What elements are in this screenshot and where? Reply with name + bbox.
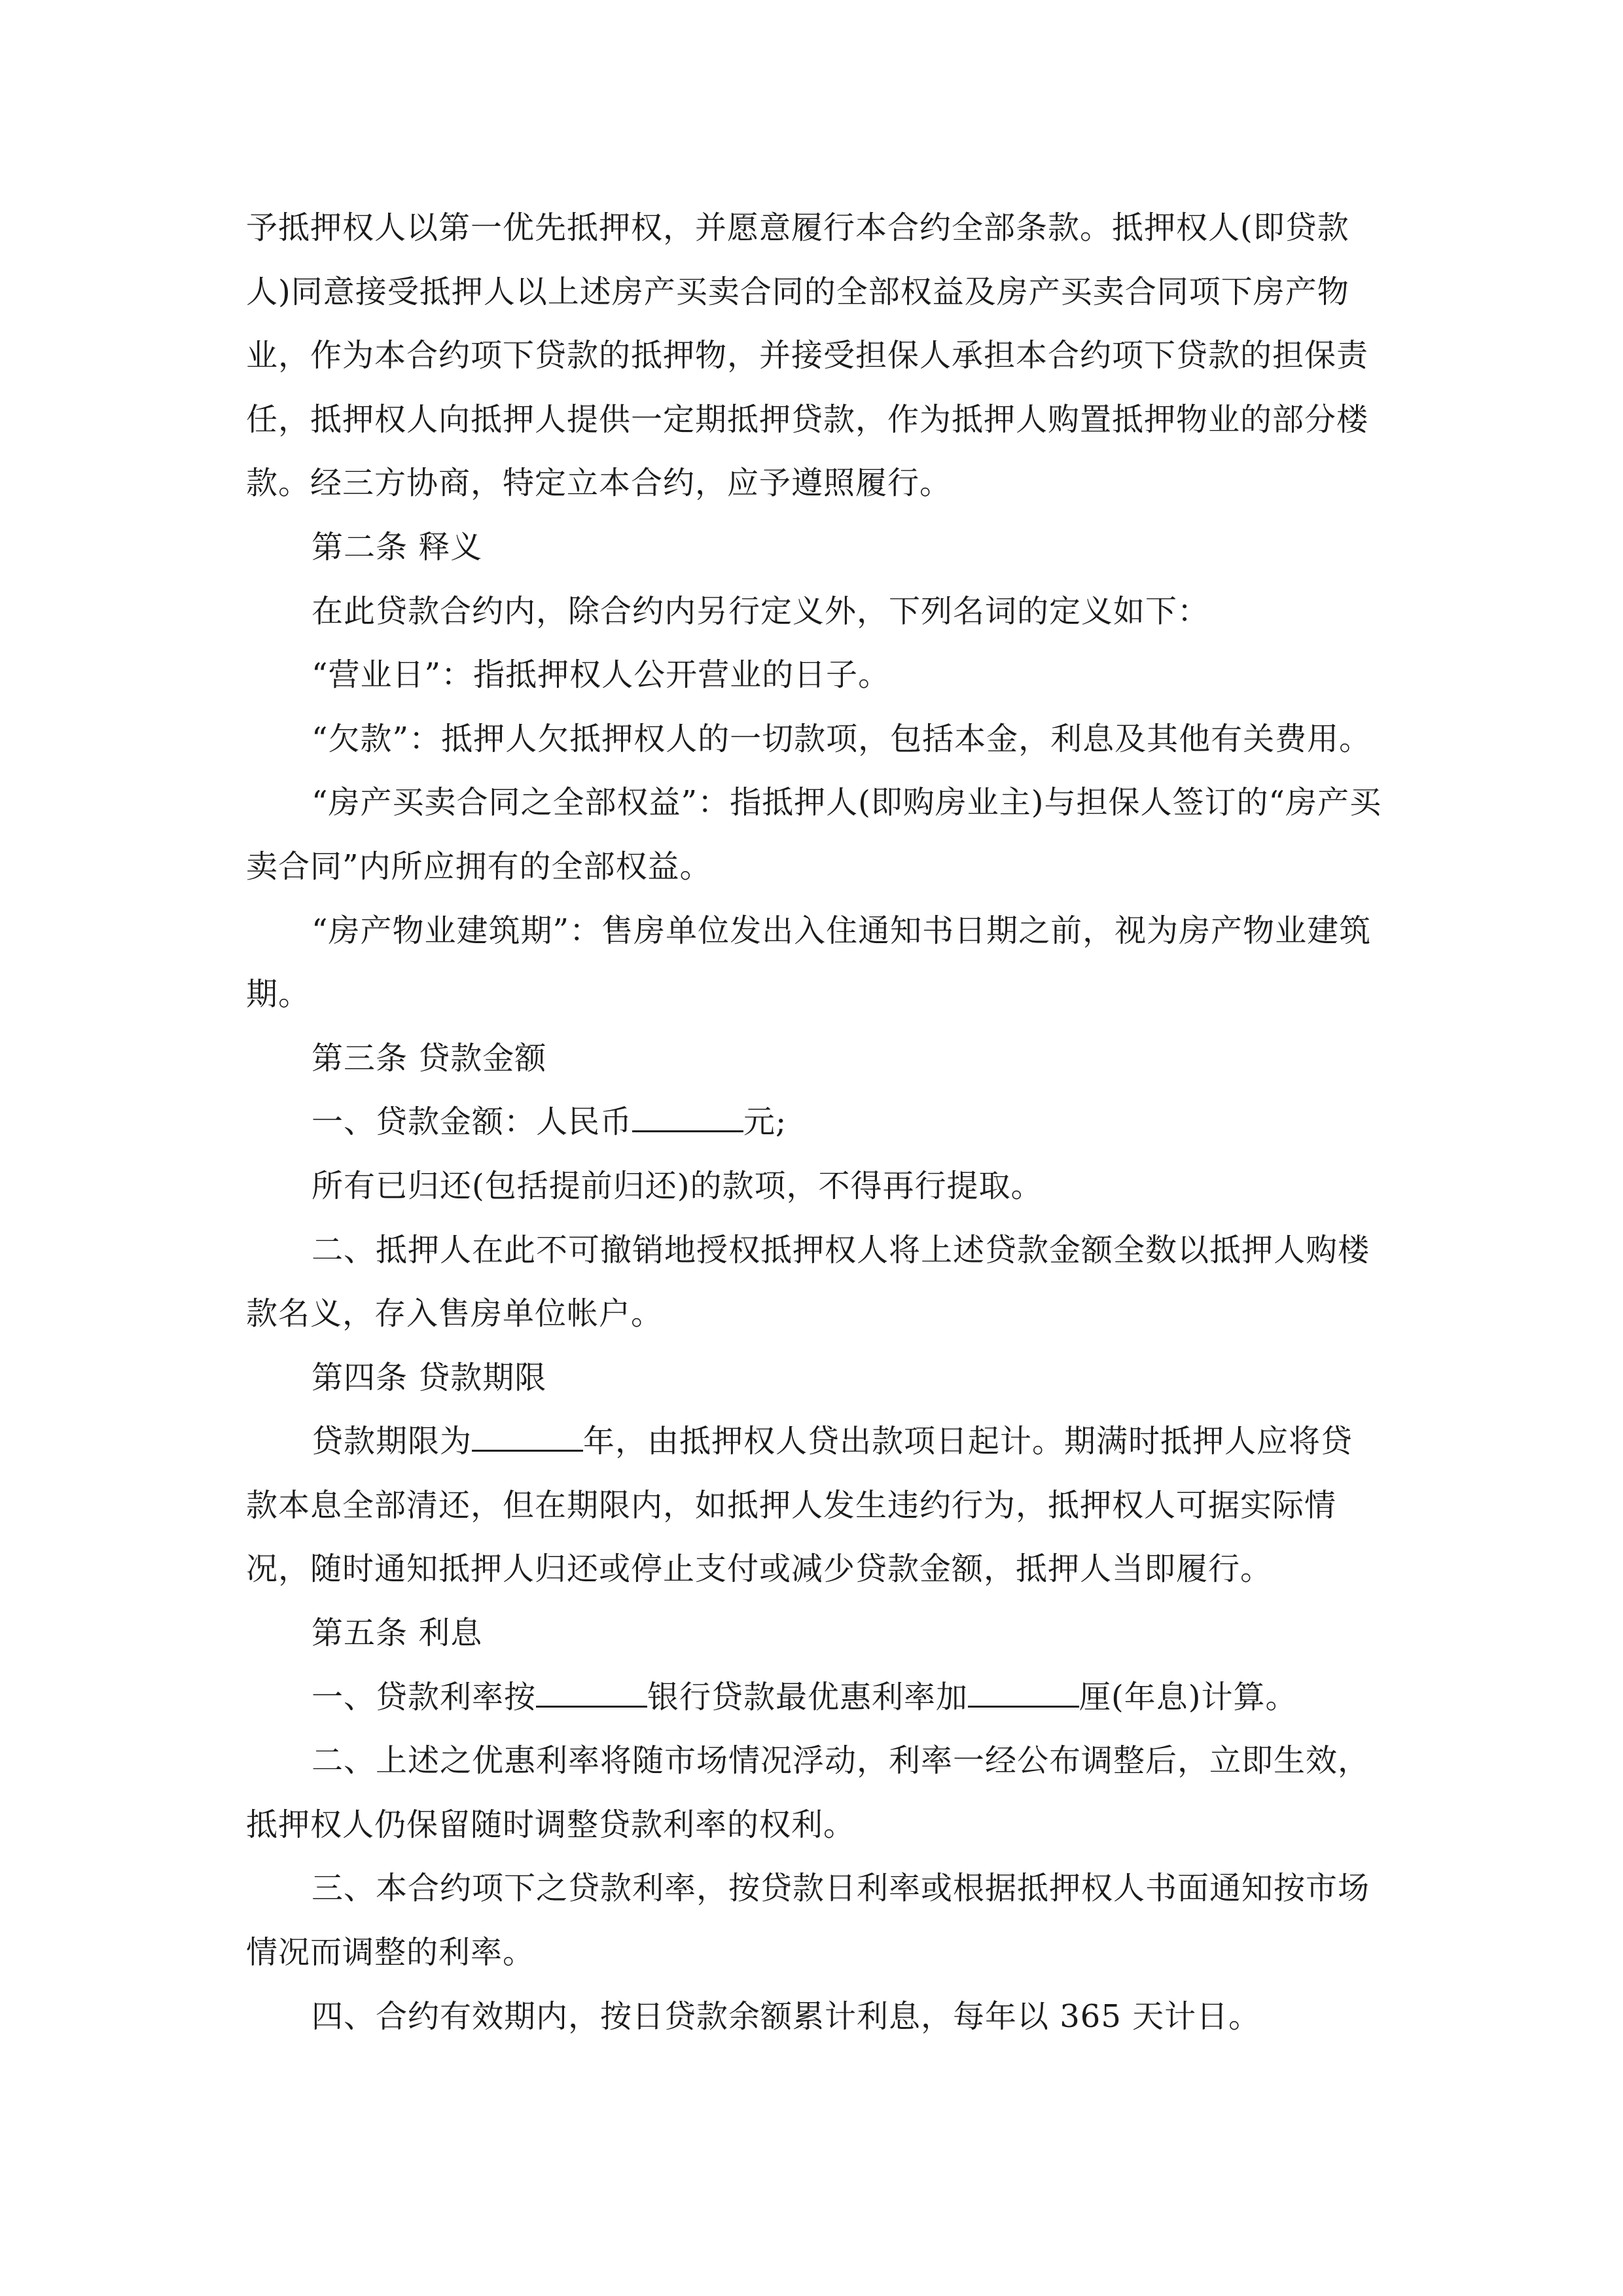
article-5-heading: 第五条 利息 [312, 1615, 483, 1652]
bank-name-blank [536, 1674, 647, 1708]
rate-basis-clause: 三、本合约项下之贷款利率，按贷款日利率或根据抵押权人书面通知按市场情况而调整的利率。 [246, 1870, 1370, 1971]
article-4-heading: 第四条 贷款期限 [312, 1359, 547, 1396]
article-3-heading: 第三条 贷款金额 [312, 1039, 547, 1077]
interest-rate-part-a: 一、贷款利率按 [312, 1678, 537, 1715]
interest-calculation-clause: 四、合约有效期内，按日贷款余额累计利息，每年以 365 天计日。 [312, 1998, 1261, 2035]
repayment-note: 所有已归还(包括提前归还)的款项，不得再行提取。 [312, 1167, 1043, 1204]
rate-margin-blank [968, 1674, 1079, 1708]
loan-term-suffix: 年，由抵押权人贷出款项日起计。期满时抵押人应将贷款本息全部清还，但在期限内，如抵押人发生违约行为，抵押权人可据实际情况，随时通知抵押人归还或停止支付或减少贷款金额，抵押人当即履行。 [246, 1423, 1353, 1588]
loan-term-blank [472, 1418, 583, 1452]
definition-contract-rights: “房产买卖合同之全部权益”：指抵押人(即购房业主)与担保人签订的“房产买卖合同”内所应拥有的全部权益。 [246, 784, 1382, 885]
loan-term-prefix: 贷款期限为 [312, 1423, 473, 1460]
article-2-lead: 在此贷款合约内，除合约内另行定义外，下列名词的定义如下： [312, 592, 1210, 630]
intro-paragraph: 予抵押权人以第一优先抵押权，并愿意履行本合约全部条款。抵押权人(即贷款人)同意接受抵押人以上述房产买卖合同的全部权益及房产买卖合同项下房产物业，作为本合约项下贷款的抵押物，并接受担保人承担本合约项下贷款的担保责任，抵押权人向抵押人提供一定期抵押贷款，作为抵押人购置抵押物业的部分楼款。经三方协商，特定立本合约，应予遵照履行。 [246, 209, 1369, 502]
interest-rate-clause [246, 1666, 1385, 1730]
definition-construction-period: “房产物业建筑期”：售房单位发出入住通知书日期之前，视为房产物业建筑期。 [246, 912, 1372, 1013]
loan-amount-clause [246, 1090, 1385, 1155]
loan-amount-suffix: 元; [743, 1103, 787, 1141]
interest-rate-part-c: 厘(年息)计算。 [1079, 1678, 1298, 1715]
definition-business-day: “营业日”：指抵押权人公开营业的日子。 [312, 656, 891, 694]
loan-amount-prefix: 一、贷款金额：人民币 [312, 1103, 633, 1141]
interest-rate-part-b: 银行贷款最优惠利率加 [647, 1678, 969, 1715]
article-2-heading: 第二条 释义 [312, 528, 483, 565]
contract-body [246, 196, 1385, 2049]
loan-amount-blank [632, 1099, 743, 1132]
loan-term-clause [246, 1410, 1385, 1602]
definition-debt: “欠款”：抵押人欠抵押权人的一切款项，包括本金，利息及其他有关费用。 [312, 720, 1372, 757]
authorization-clause: 二、抵押人在此不可撤销地授权抵押权人将上述贷款金额全数以抵押人购楼款名义，存入售房单位帐户。 [246, 1231, 1370, 1333]
rate-adjustment-clause: 二、上述之优惠利率将随市场情况浮动，利率一经公布调整后，立即生效，抵押权人仍保留随时调整贷款利率的权利。 [246, 1742, 1370, 1843]
